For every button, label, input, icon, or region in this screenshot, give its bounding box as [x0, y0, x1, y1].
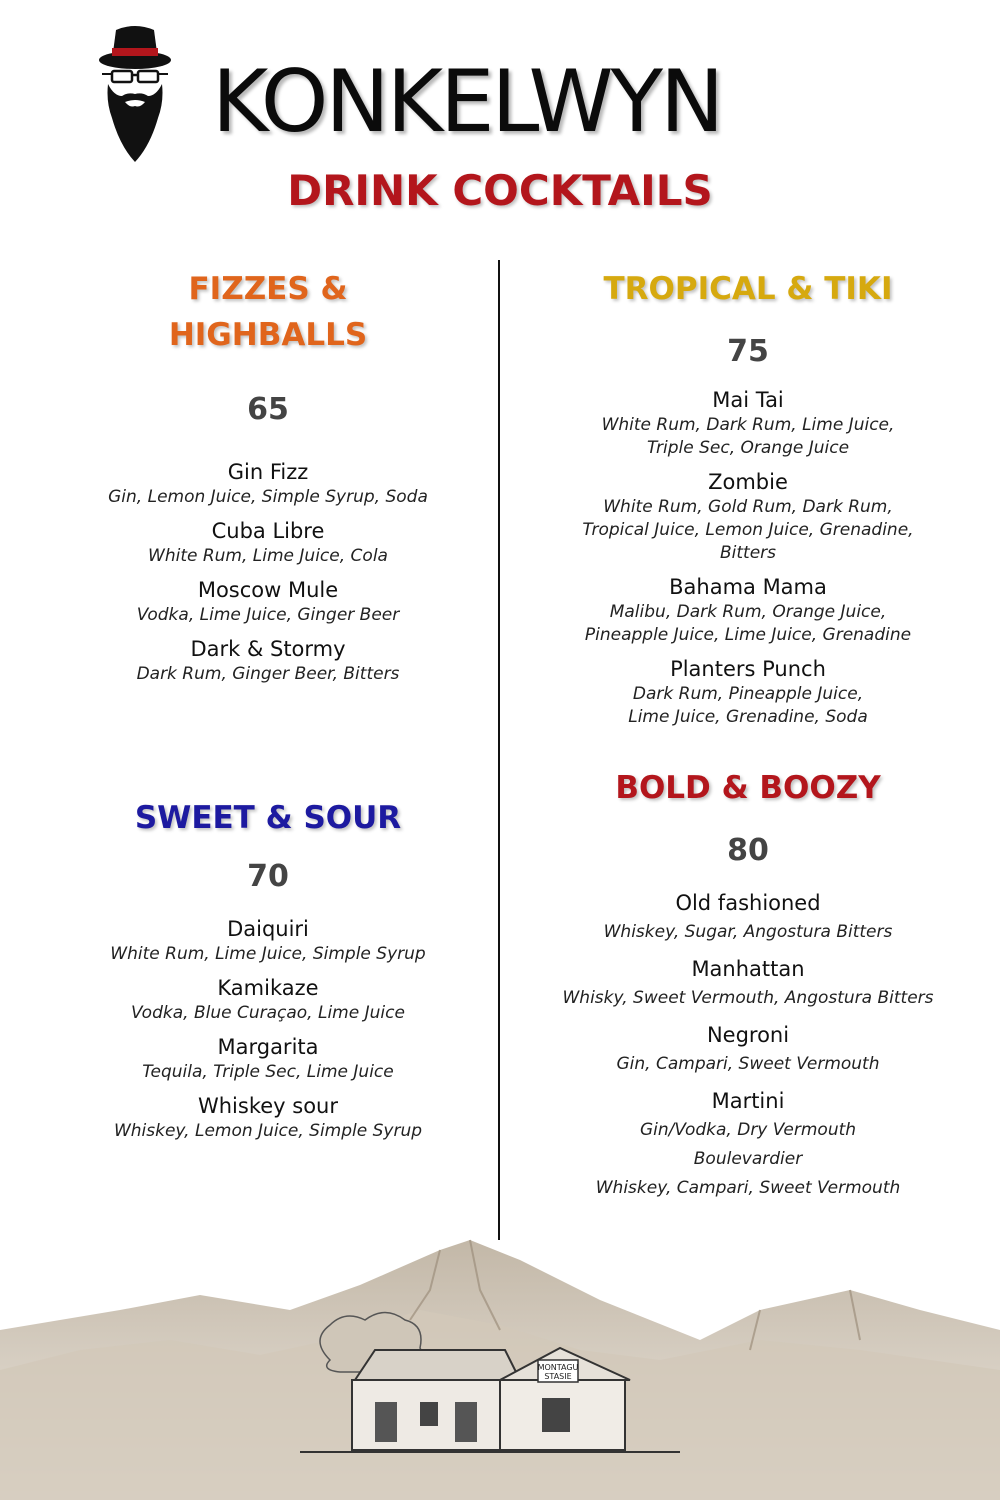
item-ingredients: White Rum, Gold Rum, Dark Rum,: [603, 497, 893, 517]
menu-item: [40, 458, 496, 509]
item-ingredients: White Rum, Lime Juice, Cola: [148, 546, 388, 566]
menu-subtitle: DRINK COCKTAILS: [287, 166, 713, 215]
menu-item: [40, 915, 496, 966]
section-tropical-tiki: [510, 266, 986, 737]
section-title: TROPICAL & TIKI: [603, 271, 893, 307]
item-ingredients: Whiskey, Sugar, Angostura Bitters: [603, 922, 893, 942]
section-title: SWEET & SOUR: [134, 800, 402, 836]
menu-item: [510, 386, 986, 460]
section-price: 80: [727, 833, 769, 868]
section-price: 70: [247, 859, 289, 894]
menu-item: [40, 576, 496, 627]
item-ingredients: Gin, Lemon Juice, Simple Syrup, Soda: [108, 487, 428, 507]
item-ingredients: Dark Rum, Ginger Beer, Bitters: [136, 664, 400, 684]
item-name: Manhattan: [691, 957, 805, 981]
item-ingredients: White Rum, Lime Juice, Simple Syrup: [110, 944, 426, 964]
building-sign-line: MONTAGU: [537, 1363, 579, 1372]
item-name: Margarita: [217, 1035, 319, 1059]
item-ingredients: Malibu, Dark Rum, Orange Juice,: [609, 602, 887, 622]
item-ingredients: Whisky, Sweet Vermouth, Angostura Bitters: [562, 988, 934, 1008]
item-ingredients: Tropical Juice, Lemon Juice, Grenadine,: [582, 520, 914, 540]
section-title-line: HIGHBALLS: [168, 317, 368, 353]
menu-item: [510, 955, 986, 1013]
item-name: Moscow Mule: [197, 578, 339, 602]
column-divider: [498, 260, 500, 1240]
menu-item: [510, 889, 986, 947]
section-price: 75: [727, 334, 769, 369]
item-extra-name: Boulevardier: [693, 1149, 803, 1169]
item-ingredients: Whiskey, Lemon Juice, Simple Syrup: [113, 1121, 423, 1141]
menu-item: [40, 1033, 496, 1084]
item-ingredients: White Rum, Dark Rum, Lime Juice,: [601, 415, 895, 435]
right-column: [510, 0, 986, 1240]
item-ingredients: Dark Rum, Pineapple Juice,: [632, 684, 864, 704]
item-ingredients: Vodka, Lime Juice, Ginger Beer: [136, 605, 400, 625]
item-name: Whiskey sour: [197, 1094, 339, 1118]
building-sign-line: STASIE: [544, 1372, 572, 1381]
item-ingredients: Pineapple Juice, Lime Juice, Grenadine: [584, 625, 912, 645]
menu-item: [510, 1021, 986, 1079]
item-ingredients: Triple Sec, Orange Juice: [646, 438, 850, 458]
menu-item: [510, 1087, 986, 1203]
menu-item: [510, 468, 986, 565]
section-title-line: FIZZES &: [188, 271, 348, 307]
item-name: Gin Fizz: [227, 460, 309, 484]
section-sweet-sour: [40, 795, 496, 1151]
menu-item: [40, 517, 496, 568]
item-name: Daiquiri: [227, 917, 309, 941]
menu-item: [40, 635, 496, 686]
item-ingredients: Vodka, Blue Curaçao, Lime Juice: [131, 1003, 405, 1023]
item-ingredients: Gin, Campari, Sweet Vermouth: [616, 1054, 880, 1074]
item-ingredients: Lime Juice, Grenadine, Soda: [628, 707, 868, 727]
menu-item: [40, 974, 496, 1025]
item-name: Kamikaze: [217, 976, 319, 1000]
menu-item: [510, 573, 986, 647]
item-name: Zombie: [708, 470, 788, 494]
item-name: Planters Punch: [670, 657, 826, 681]
item-name: Old fashioned: [675, 891, 821, 915]
item-ingredients: Bitters: [719, 543, 777, 563]
section-title: BOLD & BOOZY: [615, 770, 881, 806]
item-name: Dark & Stormy: [190, 637, 346, 661]
section-price: 65: [247, 392, 289, 427]
item-name: Mai Tai: [712, 388, 784, 412]
section-title: [40, 266, 496, 358]
brand-name: KONKELWYN: [212, 52, 722, 152]
menu-item: [510, 655, 986, 729]
item-name: Cuba Libre: [211, 519, 325, 543]
left-column: [40, 0, 496, 1240]
item-ingredients: Gin/Vodka, Dry Vermouth: [639, 1120, 857, 1140]
item-name: Martini: [711, 1089, 785, 1113]
mountain-station-illustration: [0, 1230, 1000, 1500]
item-ingredients: Tequila, Triple Sec, Lime Juice: [142, 1062, 394, 1082]
item-ingredients: Whiskey, Campari, Sweet Vermouth: [595, 1178, 901, 1198]
section-fizzes: [40, 266, 496, 694]
item-name: Bahama Mama: [669, 575, 827, 599]
section-bold-boozy: [510, 765, 986, 1211]
menu-item: [40, 1092, 496, 1143]
item-name: Negroni: [706, 1023, 790, 1047]
